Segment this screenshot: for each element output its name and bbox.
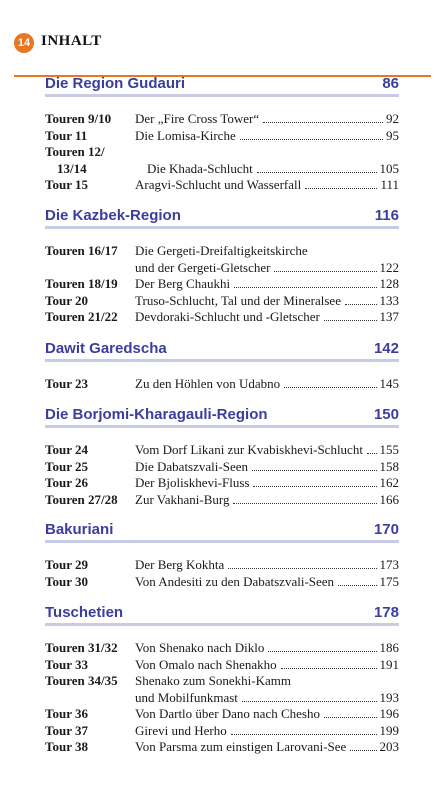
entry-title: Truso-Schlucht, Tal und der Mineralsee <box>135 292 341 308</box>
entry-line <box>135 492 399 509</box>
tour-label: Touren 27/28 <box>45 491 118 507</box>
entry-body <box>135 128 399 145</box>
tour-label: Tour 23 <box>45 376 88 391</box>
entry-title: Zur Vakhani-Burg <box>135 491 230 507</box>
dot-leader <box>252 470 377 471</box>
dot-leader <box>257 172 377 173</box>
section-page-number: 178 <box>373 604 399 621</box>
entry-line <box>135 442 399 459</box>
entry-title: Der „Fire Cross Tower“ <box>135 111 260 126</box>
tour-label: Touren 16/17 <box>45 243 118 258</box>
entry-title: und Mobilfunkmast <box>135 689 238 705</box>
entry-page-number: 92 <box>386 111 399 126</box>
tour-label: Touren 21/22 <box>45 309 118 324</box>
entry-page-number: 111 <box>380 177 399 192</box>
dot-leader <box>305 188 377 189</box>
toc-entry[interactable] <box>45 276 399 293</box>
entry-title: und der Gergeti-Gletscher <box>135 259 271 275</box>
entry-body <box>147 161 399 178</box>
entry-line <box>135 276 399 293</box>
tour-label: 13/14 <box>57 160 87 176</box>
tour-label: Touren 18/19 <box>45 276 118 291</box>
entry-page-number: 175 <box>379 573 399 589</box>
entry-title: Die Khada-Schlucht <box>147 160 253 176</box>
dot-leader <box>268 651 376 652</box>
section-heading[interactable] <box>45 68 399 97</box>
dot-leader <box>240 139 383 140</box>
toc-entry[interactable] <box>45 475 399 492</box>
entry-list <box>45 557 399 590</box>
toc-entry[interactable] <box>45 376 399 393</box>
tour-label: Tour 11 <box>45 127 88 143</box>
section-title: Dawit Garedscha <box>45 340 167 357</box>
section-page-number: 86 <box>382 75 399 92</box>
toc-entry[interactable] <box>45 144 399 161</box>
entry-line <box>135 657 399 674</box>
dot-leader <box>242 701 377 702</box>
page-number-badge: 14 <box>14 33 34 53</box>
dot-leader <box>350 750 376 751</box>
section-heading[interactable] <box>45 333 399 362</box>
entry-page-number: 137 <box>379 309 399 324</box>
entry-body <box>135 309 399 326</box>
entry-line <box>135 640 399 657</box>
entry-body <box>135 376 399 393</box>
entry-line <box>135 557 399 574</box>
dot-leader <box>281 668 377 669</box>
entry-page-number: 95 <box>386 127 399 143</box>
tour-label: Tour 20 <box>45 292 88 308</box>
entry-page-number: 191 <box>379 656 399 672</box>
entry-body <box>135 459 399 476</box>
entry-line <box>135 260 399 277</box>
entry-body <box>135 475 399 492</box>
entry-body <box>135 177 399 194</box>
toc-entry[interactable] <box>45 309 399 326</box>
tour-label: Tour 33 <box>45 656 88 672</box>
entry-line <box>135 177 399 194</box>
entry-body <box>135 574 399 591</box>
entry-title: Von Parsma zum einstigen Larovani-See <box>135 739 347 754</box>
toc-section <box>45 597 399 756</box>
toc-entry[interactable] <box>45 243 399 276</box>
entry-title: Devdoraki-Schlucht und -Gletscher <box>135 309 320 324</box>
entry-title: Von Omalo nach Shenakho <box>135 656 277 672</box>
section-page-number: 142 <box>373 340 399 357</box>
entry-body <box>135 706 399 723</box>
entry-line <box>135 459 399 476</box>
entry-line <box>135 293 399 310</box>
tour-label: Touren 12/ <box>45 144 105 159</box>
toc-entry[interactable] <box>45 128 399 145</box>
entry-page-number: 162 <box>379 475 399 490</box>
section-title: Die Borjomi-Kharagauli-Region <box>45 406 268 423</box>
entry-body <box>135 657 399 674</box>
toc-entry[interactable] <box>45 673 399 706</box>
entry-list <box>45 376 399 393</box>
entry-list <box>45 243 399 326</box>
dot-leader <box>367 453 377 454</box>
section-title: Bakuriani <box>45 521 114 538</box>
tour-label: Tour 26 <box>45 475 88 490</box>
dot-leader <box>234 287 376 288</box>
toc-entry[interactable] <box>45 161 399 178</box>
section-page-number: 150 <box>373 406 399 423</box>
entry-line <box>135 690 399 707</box>
entry-line <box>135 111 399 128</box>
entry-body <box>135 293 399 310</box>
dot-leader <box>338 585 376 586</box>
tour-label: Tour 38 <box>45 739 88 754</box>
section-heading[interactable] <box>45 514 399 543</box>
toc-entry[interactable] <box>45 177 399 194</box>
entry-title: Von Andesiti zu den Dabatszvali-Seen <box>135 573 335 589</box>
entry-page-number: 133 <box>379 292 399 308</box>
section-title: Tuschetien <box>45 604 124 621</box>
section-heading[interactable] <box>45 200 399 229</box>
toc-entry[interactable] <box>45 492 399 509</box>
entry-body <box>135 276 399 293</box>
entry-body <box>135 243 399 276</box>
toc-entry[interactable] <box>45 657 399 674</box>
entry-title: Vom Dorf Likani zur Kvabiskhevi-Schlucht <box>135 442 363 457</box>
toc-entry[interactable] <box>45 557 399 574</box>
toc-section <box>45 200 399 326</box>
section-page-number: 170 <box>373 521 399 538</box>
entry-body <box>135 144 399 161</box>
tour-label: Touren 34/35 <box>45 673 118 688</box>
entry-line <box>135 128 399 145</box>
entry-body <box>135 723 399 740</box>
toc-entry[interactable] <box>45 723 399 740</box>
entry-page-number: 173 <box>379 557 399 572</box>
toc-entry[interactable] <box>45 640 399 657</box>
entry-page-number: 166 <box>379 491 399 507</box>
entry-title: Die Gergeti-Dreifaltigkeitskirche <box>135 243 308 258</box>
toc-entry[interactable] <box>45 293 399 310</box>
entry-page-number: 155 <box>379 442 399 457</box>
dot-leader <box>274 271 376 272</box>
entry-line <box>147 161 399 178</box>
tour-label: Tour 25 <box>45 458 88 474</box>
entry-body <box>135 557 399 574</box>
entry-title: Zu den Höhlen von Udabno <box>135 376 281 391</box>
toc-section <box>45 514 399 590</box>
entry-page-number: 199 <box>379 722 399 738</box>
toc-entry[interactable] <box>45 459 399 476</box>
section-heading[interactable] <box>45 399 399 428</box>
entry-line <box>135 673 399 690</box>
entry-title: Von Dartlo über Dano nach Chesho <box>135 706 320 721</box>
tour-label: Tour 36 <box>45 706 88 721</box>
section-title: Die Region Gudauri <box>45 75 186 92</box>
dot-leader <box>263 122 383 123</box>
section-page-number: 116 <box>374 207 399 224</box>
entry-list <box>45 640 399 756</box>
entry-page-number: 158 <box>379 458 399 474</box>
entry-body <box>135 673 399 706</box>
toc-section <box>45 68 399 194</box>
dot-leader <box>231 734 377 735</box>
entry-line <box>135 706 399 723</box>
dot-leader <box>233 503 376 504</box>
tour-label: Tour 24 <box>45 442 88 457</box>
dot-leader <box>324 717 377 718</box>
toc-entry[interactable] <box>45 739 399 756</box>
tour-label: Tour 37 <box>45 722 88 738</box>
entry-title: Der Bjoliskhevi-Fluss <box>135 475 250 490</box>
entry-page-number: 196 <box>379 706 399 721</box>
page-header <box>0 26 445 56</box>
page-title: INHALT <box>41 33 102 49</box>
entry-body <box>135 640 399 657</box>
entry-page-number: 105 <box>379 160 399 176</box>
entry-page-number: 122 <box>379 259 399 275</box>
entry-line <box>135 243 399 260</box>
toc-section <box>45 333 399 393</box>
dot-leader <box>345 304 377 305</box>
entry-title: Von Shenako nach Diklo <box>135 640 265 655</box>
toc-entry[interactable] <box>45 706 399 723</box>
tour-label: Tour 29 <box>45 557 88 572</box>
entry-line <box>135 309 399 326</box>
dot-leader <box>253 486 376 487</box>
entry-list <box>45 111 399 194</box>
entry-page-number: 186 <box>379 640 399 655</box>
entry-line <box>135 739 399 756</box>
entry-page-number: 145 <box>379 376 399 391</box>
entry-body <box>135 739 399 756</box>
entry-body <box>135 442 399 459</box>
toc-entry[interactable] <box>45 111 399 128</box>
dot-leader <box>284 387 376 388</box>
toc-entry[interactable] <box>45 574 399 591</box>
entry-page-number: 128 <box>379 276 399 291</box>
dot-leader <box>324 320 377 321</box>
entry-title: Die Dabatszvali-Seen <box>135 458 248 474</box>
tour-label: Touren 31/32 <box>45 640 118 655</box>
section-heading[interactable] <box>45 597 399 626</box>
dot-leader <box>228 568 376 569</box>
entry-list <box>45 442 399 508</box>
entry-body <box>135 492 399 509</box>
entry-title: Girevi und Herho <box>135 722 227 738</box>
entry-title: Die Lomisa-Kirche <box>135 127 236 143</box>
tour-label: Tour 30 <box>45 573 88 589</box>
entry-title: Der Berg Kokhta <box>135 557 225 572</box>
tour-label: Touren 9/10 <box>45 111 112 126</box>
tour-label: Tour 15 <box>45 177 88 192</box>
entry-page-number: 193 <box>379 689 399 705</box>
entry-line <box>135 376 399 393</box>
entry-line <box>135 723 399 740</box>
entry-line <box>135 574 399 591</box>
entry-title: Shenako zum Sonekhi-Kamm <box>135 673 291 688</box>
entry-title: Aragvi-Schlucht und Wasserfall <box>135 177 302 192</box>
entry-line <box>135 475 399 492</box>
section-title: Die Kazbek-Region <box>45 207 181 224</box>
toc-entry[interactable] <box>45 442 399 459</box>
entry-body <box>135 111 399 128</box>
toc-section <box>45 399 399 508</box>
entry-title: Der Berg Chaukhi <box>135 276 231 291</box>
entry-page-number: 203 <box>379 739 399 754</box>
